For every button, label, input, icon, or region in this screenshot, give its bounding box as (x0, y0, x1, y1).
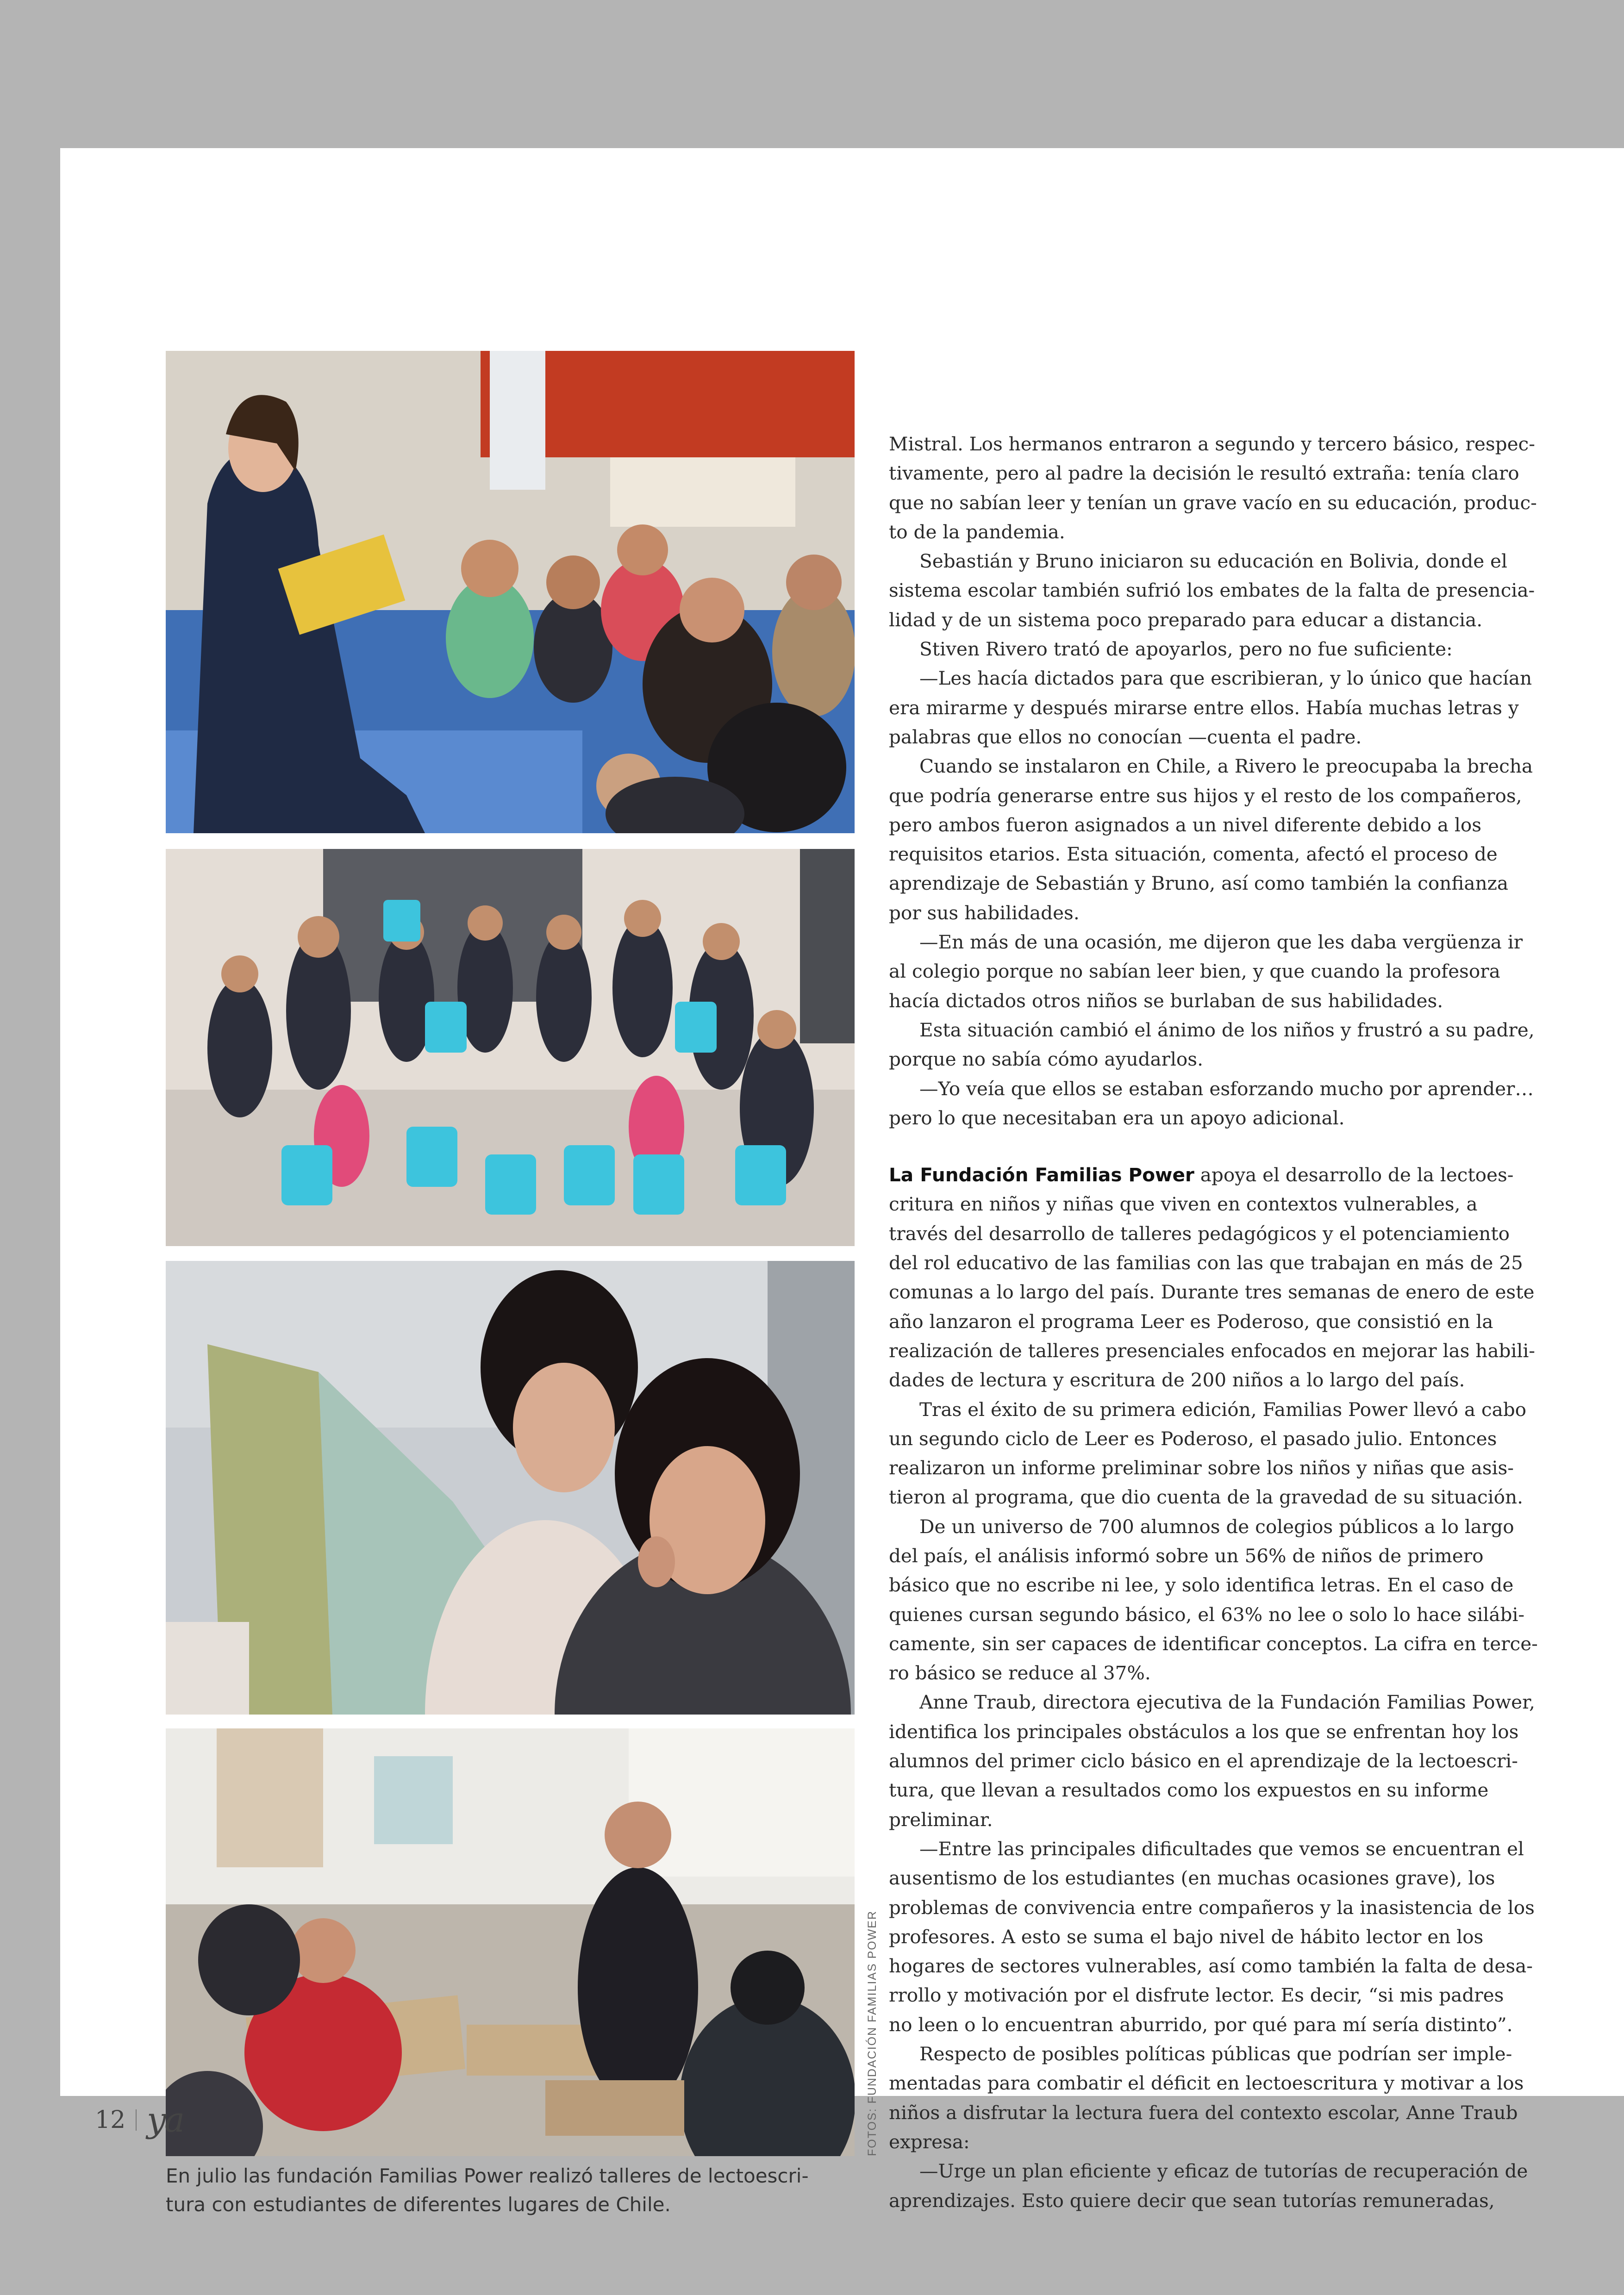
article-line (889, 752, 1583, 781)
article-line-text: Cuando se instalaron en Chile, a Rivero le preocupaba la brecha (919, 755, 1533, 778)
article-line (889, 693, 1583, 723)
article-line (889, 1834, 1583, 1864)
article-line-text: Anne Traub, directora ejecutiva de la Fundación Familias Power, (919, 1691, 1535, 1714)
article-line (889, 488, 1583, 518)
article-line (889, 1219, 1583, 1248)
article-line-text: identifica los principales obstáculos a los que se enfrentan hoy los (889, 1720, 1519, 1743)
article-line-text: —Les hacía dictados para que escribieran, y lo único que hacían (919, 667, 1532, 690)
photo-group-bags (166, 849, 855, 1246)
article-line-text: dades de lectura y escritura de 200 niños a lo largo del país. (889, 1369, 1465, 1391)
article-line-text: por sus habilidades. (889, 901, 1080, 924)
article-line-text: expresa: (889, 2130, 970, 2153)
article-line (889, 1074, 1583, 1104)
article-line (889, 576, 1583, 605)
article-line (889, 2157, 1583, 2186)
article-line-text: realización de talleres presenciales enfocados en mejorar las habili- (889, 1339, 1535, 1362)
article-line (889, 2039, 1583, 2069)
article-line-text: Mistral. Los hermanos entraron a segundo y tercero básico, respec- (889, 433, 1535, 455)
article-line-text: que no sabían leer y tenían un grave vacío en su educación, produc- (889, 491, 1537, 514)
article-line (889, 1893, 1583, 1922)
article-line (889, 1104, 1583, 1133)
article-line-text: De un universo de 700 alumnos de colegios públicos a lo largo (919, 1515, 1514, 1538)
article-line (889, 1307, 1583, 1336)
article-line-text: era mirarme y después mirarse entre ellos. Había muchas letras y (889, 696, 1519, 719)
article-line (889, 1922, 1583, 1952)
photo-classroom-desks (166, 1728, 855, 2156)
photo-credit: FOTOS: FUNDACIÓN FAMILIAS POWER (866, 1910, 879, 2156)
article-line-text: año lanzaron el programa Leer es Poderoso, que consistió en la (889, 1310, 1493, 1333)
article-line (889, 1776, 1583, 1805)
article-line (889, 1600, 1583, 1629)
article-line (889, 1805, 1583, 1834)
article-line (889, 2127, 1583, 2157)
article-line-text: profesores. A esto se suma el bajo nivel de hábito lector en los (889, 1925, 1484, 1948)
article-line (889, 1424, 1583, 1453)
article-line (889, 1717, 1583, 1746)
article-line-text: problemas de convivencia entre compañeros y la inasistencia de los (889, 1896, 1535, 1919)
article-line (889, 898, 1583, 928)
article-line (889, 1453, 1583, 1483)
article-line (889, 2098, 1583, 2127)
article-body (889, 430, 1583, 2215)
article-line (889, 986, 1583, 1016)
article-line-text: pero lo que necesitaban era un apoyo adicional. (889, 1106, 1345, 1129)
article-line-text: to de la pandemia. (889, 520, 1065, 543)
folio-divider (136, 2109, 137, 2131)
article-line (889, 605, 1583, 635)
article-line-text: Esta situación cambió el ánimo de los niños y frustró a su padre, (919, 1018, 1535, 1041)
article-line-text: alumnos del primer ciclo básico en el aprendizaje de la lectoescri- (889, 1750, 1518, 1772)
article-line-text: básico que no escribe ni lee, y solo identifica letras. En el caso de (889, 1574, 1514, 1597)
article-line (889, 1659, 1583, 1688)
article-line-text: apoya el desarrollo de la lectoes- (1194, 1164, 1514, 1186)
article-line (889, 1952, 1583, 1981)
article-line (889, 723, 1583, 752)
article-line-text: lidad y de un sistema poco preparado para educar a distancia. (889, 608, 1483, 631)
article-line-text: niños a disfrutar la lectura fuera del contexto escolar, Anne Traub (889, 2101, 1518, 2124)
article-line (889, 1746, 1583, 1776)
article-line (889, 1483, 1583, 1512)
article-line (889, 518, 1583, 547)
article-line-text: palabras que ellos no conocían —cuenta el padre. (889, 725, 1362, 748)
photo-girls-book (166, 1261, 855, 1715)
article-line (889, 459, 1583, 488)
article-line-text: —Entre las principales dificultades que vemos se encuentran el (919, 1837, 1524, 1860)
photo-caption (166, 2162, 860, 2219)
article-line (889, 1366, 1583, 1395)
caption-line: En julio las fundación Familias Power realizó talleres de lectoescri- (166, 2164, 809, 2187)
article-line (889, 635, 1583, 664)
article-line (889, 781, 1583, 811)
article-line-text: aprendizajes. Esto quiere decir que sean tutorías remuneradas, (889, 2189, 1495, 2212)
article-line-text: mentadas para combatir el déficit en lectoescritura y motivar a los (889, 2072, 1524, 2095)
article-line-text: no leen o lo encuentran aburrido, por qué para mí sería distinto”. (889, 2013, 1513, 2036)
article-line (889, 2186, 1583, 2215)
article-line-text: —En más de una ocasión, me dijeron que les daba vergüenza ir (919, 931, 1523, 954)
article-line (889, 1190, 1583, 1219)
article-line-text: preliminar. (889, 1808, 993, 1831)
article-line-text: través del desarrollo de talleres pedagógicos y el potenciamiento (889, 1222, 1510, 1245)
article-line (889, 1981, 1583, 2010)
article-line (889, 2069, 1583, 2098)
article-line-text: rrollo y motivación por el disfrute lector. Es decir, “si mis padres (889, 1984, 1504, 2007)
article-line-text: sistema escolar también sufrió los embates de la falta de presencia- (889, 579, 1535, 602)
article-line-text: tura, que llevan a resultados como los expuestos en su informe (889, 1779, 1489, 1802)
article-line-text: Sebastián y Bruno iniciaron su educación en Bolivia, donde el (919, 550, 1507, 573)
article-line-text: ro básico se reduce al 37%. (889, 1662, 1151, 1684)
section-lead-in: La Fundación Familias Power (889, 1164, 1194, 1186)
page-number: 12 (95, 2106, 126, 2134)
article-line (889, 1541, 1583, 1571)
article-line-text: un segundo ciclo de Leer es Poderoso, el pasado julio. Entonces (889, 1427, 1497, 1450)
caption-line: tura con estudiantes de diferentes lugares de Chile. (166, 2193, 671, 2216)
article-line (889, 1160, 1583, 1190)
article-line (889, 957, 1583, 986)
article-line (889, 1045, 1583, 1074)
article-line-text: quienes cursan segundo básico, el 63% no lee o solo lo hace silábi- (889, 1603, 1525, 1626)
photo-reading-circle (166, 351, 855, 833)
article-line-text: camente, sin ser capaces de identificar conceptos. La cifra en terce- (889, 1632, 1538, 1655)
article-line-text: realizaron un informe preliminar sobre los niños y niñas que asis- (889, 1457, 1514, 1479)
article-line-text: pero ambos fueron asignados a un nivel diferente debido a los (889, 813, 1482, 836)
page-footer (95, 2102, 183, 2139)
article-line-text: del país, el análisis informó sobre un 56% de niños de primero (889, 1544, 1484, 1567)
article-line-text: requisitos etarios. Esta situación, comenta, afectó el proceso de (889, 843, 1498, 866)
article-line (889, 1016, 1583, 1045)
article-line (889, 2010, 1583, 2039)
magazine-logo: ya (147, 2100, 183, 2140)
article-line (889, 811, 1583, 840)
article-line (889, 547, 1583, 576)
article-line (889, 1278, 1583, 1307)
article-line-text: ausentismo de los estudiantes (en muchas ocasiones grave), los (889, 1867, 1495, 1890)
article-line (889, 430, 1583, 459)
article-line-text: del rol educativo de las familias con las que trabajan en más de 25 (889, 1252, 1523, 1274)
article-line (889, 928, 1583, 957)
article-line-text: hogares de sectores vulnerables, así como también la falta de desa- (889, 1955, 1533, 1977)
article-line-text: —Yo veía que ellos se estaban esforzando mucho por aprender… (919, 1077, 1534, 1100)
article-line (889, 1395, 1583, 1424)
article-line (889, 840, 1583, 869)
article-line (889, 1688, 1583, 1717)
article-line (889, 1571, 1583, 1600)
article-line-text: Tras el éxito de su primera edición, Familias Power llevó a cabo (919, 1398, 1527, 1421)
article-line (889, 1629, 1583, 1659)
article-line-text: al colegio porque no sabían leer bien, y que cuando la profesora (889, 960, 1500, 983)
article-line (889, 664, 1583, 693)
article-line-text: que podría generarse entre sus hijos y el resto de los compañeros, (889, 784, 1522, 807)
article-line-text: critura en niños y niñas que viven en contextos vulnerables, a (889, 1193, 1478, 1216)
article-line-text: hacía dictados otros niños se burlaban de sus habilidades. (889, 989, 1443, 1012)
article-line-text: Stiven Rivero trató de apoyarlos, pero no fue suficiente: (919, 638, 1453, 661)
article-line (889, 1248, 1583, 1278)
article-line-text: tieron al programa, que dio cuenta de la gravedad de su situación. (889, 1486, 1523, 1509)
article-line-text: —Urge un plan eficiente y eficaz de tutorías de recuperación de (919, 2160, 1528, 2183)
article-line-text: aprendizaje de Sebastián y Bruno, así como también la confianza (889, 872, 1509, 895)
article-line-text: porque no sabía cómo ayudarlos. (889, 1048, 1203, 1071)
article-line (889, 869, 1583, 898)
article-line (889, 1512, 1583, 1541)
article-line-text: comunas a lo largo del país. Durante tres semanas de enero de este (889, 1281, 1535, 1303)
article-line (889, 1864, 1583, 1893)
article-line-text: Respecto de posibles políticas públicas que podrían ser imple- (919, 2043, 1512, 2065)
article-line (889, 1336, 1583, 1366)
article-line-text: tivamente, pero al padre la decisión le resultó extraña: tenía claro (889, 462, 1519, 485)
